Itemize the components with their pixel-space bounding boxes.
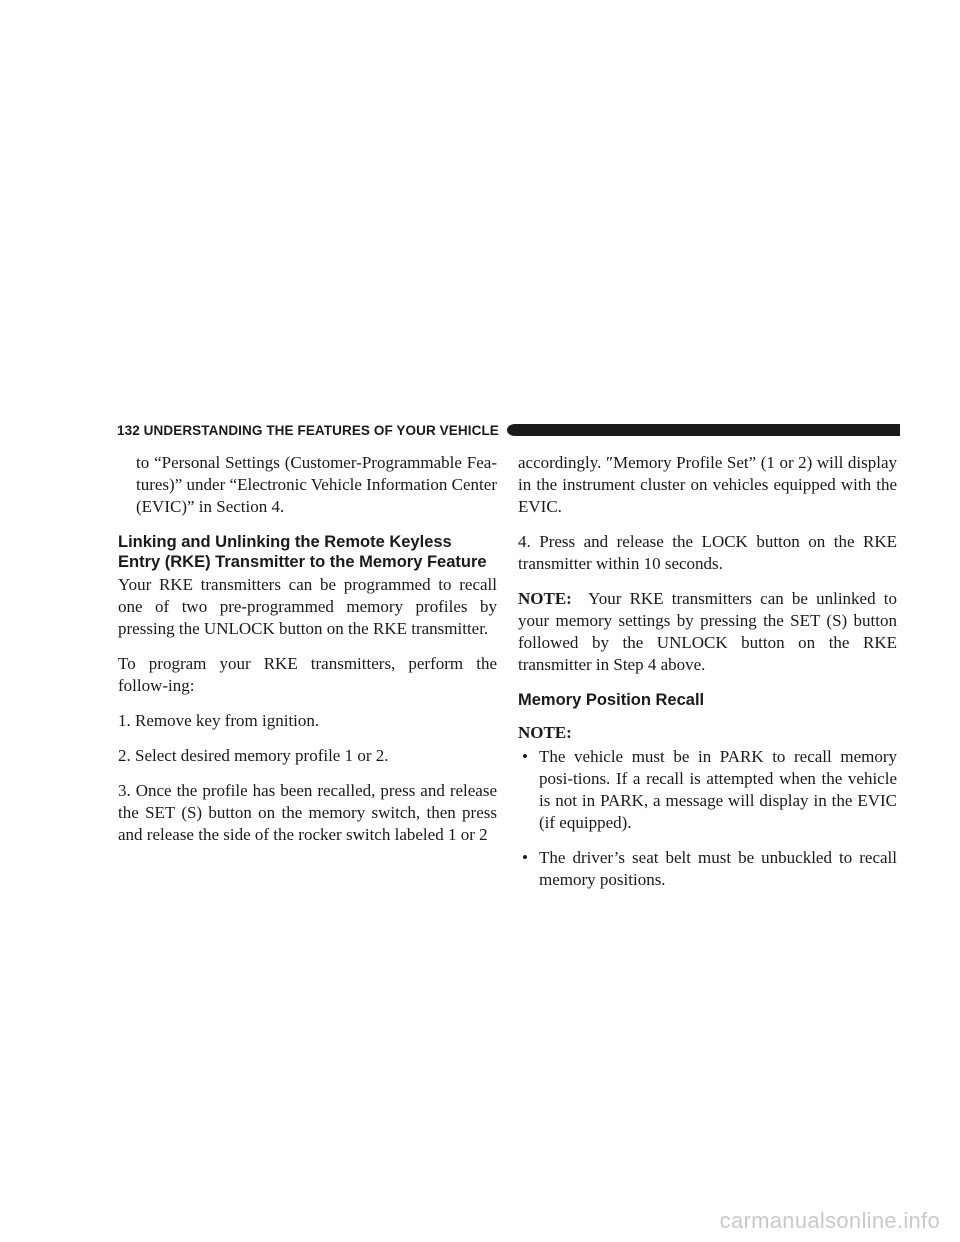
section-heading-memory-recall: Memory Position Recall <box>518 691 705 709</box>
recall-bullet-list <box>518 746 897 891</box>
step-2: 2. Select desired memory profile 1 or 2. <box>118 746 389 765</box>
step-3-continued: accordingly. ″Memory Profile Set” (1 or 2) will display in the instrument cluster on vehicles equipped with the EVIC. <box>518 453 897 516</box>
step-4: 4. Press and release the LOCK button on the RKE transmitter within 10 seconds. <box>518 532 897 573</box>
rke-paragraph-1: Your RKE transmitters can be programmed to recall one of two pre-programmed memory profiles by pressing the UNLOCK button on the RKE transmitter. <box>118 575 497 638</box>
step-1: 1. Remove key from ignition. <box>118 711 320 730</box>
page-header-text: 132 UNDERSTANDING THE FEATURES OF YOUR VEHICLE <box>117 422 499 438</box>
list-item-text: The driver’s seat belt must be unbuckled to recall memory positions. <box>539 848 897 889</box>
step-3: 3. Once the profile has been recalled, press and release the SET (S) button on the memory switch, then press and release the side of the rocker switch labeled 1 or 2 <box>118 781 497 844</box>
page-header <box>117 420 900 440</box>
list-item-text: The vehicle must be in PARK to recall memory posi-tions. If a recall is attempted when the vehicle is not in PARK, a message will display in the EVIC (if equipped). <box>539 747 897 832</box>
intro-paragraph: to “Personal Settings (Customer-Programmable Fea-tures)” under “Electronic Vehicle Information Center (EVIC)” in Section 4. <box>136 453 497 516</box>
rke-paragraph-2: To program your RKE transmitters, perform the follow-ing: <box>118 654 497 695</box>
watermark: carmanualsonline.info <box>719 1208 940 1233</box>
note-recall <box>518 722 897 744</box>
bullet-icon: • <box>522 747 528 766</box>
section-heading-rke: Linking and Unlinking the Remote Keyless Entry (RKE) Transmitter to the Memory Feature <box>118 533 487 571</box>
note-label: NOTE: <box>518 589 572 608</box>
list-item <box>518 847 897 891</box>
header-rule <box>507 424 900 436</box>
bullet-icon: • <box>522 848 528 867</box>
right-column <box>518 452 897 904</box>
note-label: NOTE: <box>518 723 572 742</box>
left-column <box>118 452 497 859</box>
note-unlink <box>518 588 897 676</box>
note-unlink-text: Your RKE transmitters can be unlinked to your memory settings by pressing the SET (S) button followed by the UNLOCK button on the RKE transmitter in Step 4 above. <box>518 589 897 674</box>
list-item <box>518 746 897 834</box>
